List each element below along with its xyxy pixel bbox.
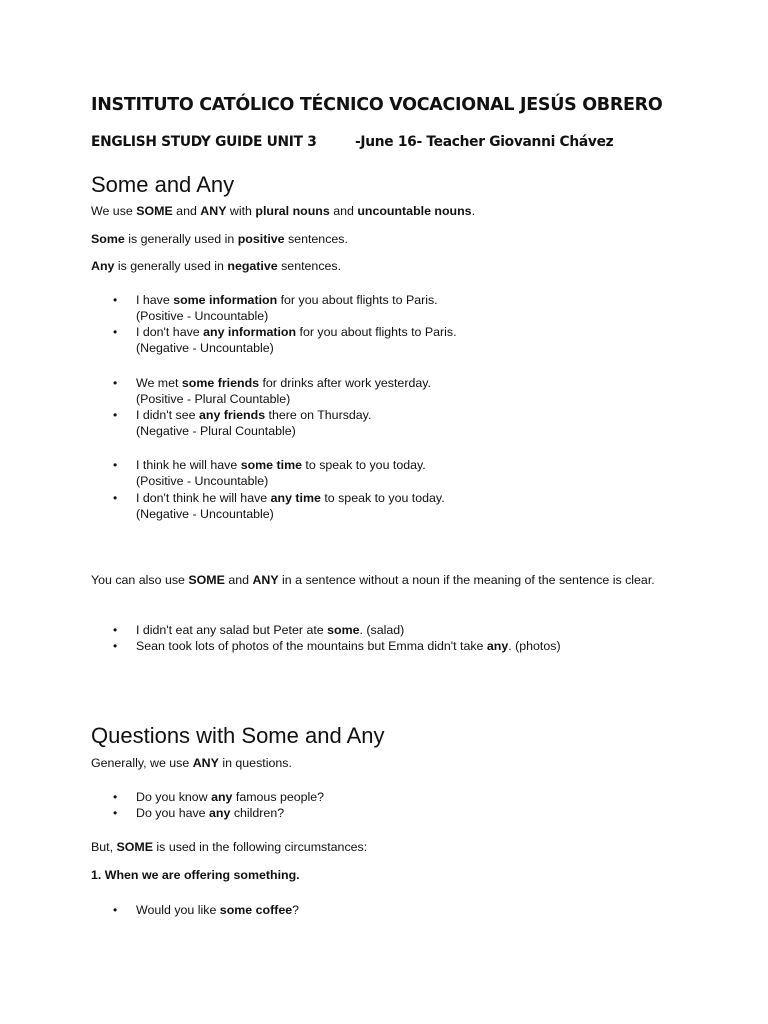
example-sentence (136, 805, 284, 821)
text-run: Would you like (136, 903, 220, 917)
text-run: is generally used in (114, 259, 228, 273)
text-run: . (salad) (359, 623, 405, 637)
bullet-icon: • (113, 458, 118, 472)
example-note: (Negative - Uncountable) (136, 341, 274, 355)
bullet-icon: • (113, 639, 118, 653)
example-note: (Positive - Plural Countable) (136, 392, 291, 406)
text-run: for drinks after work yesterday. (259, 376, 431, 390)
text-run: Do you have (136, 806, 210, 820)
bold-run: SOME (136, 204, 173, 218)
bold-run: uncountable nouns (357, 204, 472, 218)
example-sentence (136, 292, 438, 308)
bold-run: negative (227, 259, 278, 273)
bullet-icon: • (113, 408, 118, 422)
school-name: INSTITUTO CATÓLICO TÉCNICO VOCACIONAL JESÚS OBRERO (91, 95, 663, 115)
text-run: in questions. (218, 756, 292, 770)
text-run: children? (230, 806, 285, 820)
example-note: (Positive - Uncountable) (136, 309, 269, 323)
text-run: to speak to you today. (301, 458, 426, 472)
example-note: (Negative - Plural Countable) (136, 424, 296, 438)
text-run: We met (136, 376, 182, 390)
bullet-icon: • (113, 376, 118, 390)
text-run: You can also use (91, 573, 189, 587)
text-run: I didn't see (136, 408, 199, 422)
example-note: (Negative - Uncountable) (136, 507, 274, 521)
bold-run: ANY (200, 204, 227, 218)
case-1-heading: 1. When we are offering something. (91, 868, 300, 882)
text-run: for you about flights to Paris. (296, 325, 457, 339)
bold-run: SOME (116, 840, 153, 854)
but-some-paragraph (91, 839, 367, 855)
text-run: is generally used in (124, 232, 238, 246)
text-run: . (471, 204, 476, 218)
bold-run: Some (91, 232, 125, 246)
text-run: Generally, we use (91, 756, 193, 770)
example-sentence (136, 407, 371, 423)
example-sentence (136, 457, 426, 473)
example-sentence (136, 902, 299, 918)
text-run: We use (91, 204, 137, 218)
bullet-icon: • (113, 491, 118, 505)
example-sentence (136, 789, 324, 805)
text-run: sentences. (284, 232, 348, 246)
any-rule (91, 258, 341, 274)
text-run: Sean took lots of photos of the mountains but Emma didn't take (136, 639, 487, 653)
text-run: and (172, 204, 201, 218)
date-teacher: -June 16- Teacher Giovanni Chávez (355, 134, 614, 150)
bold-run: some information (173, 293, 278, 307)
text-run: I don't have (136, 325, 204, 339)
bold-run: ANY (252, 573, 279, 587)
text-run: for you about flights to Paris. (277, 293, 438, 307)
bullet-icon: • (113, 293, 118, 307)
questions-intro (91, 755, 292, 771)
bullet-icon: • (113, 790, 118, 804)
example-note: (Positive - Uncountable) (136, 474, 269, 488)
bold-run: some coffee (219, 903, 293, 917)
section-title-some-any: Some and Any (91, 172, 235, 197)
example-sentence (136, 622, 404, 638)
bold-run: SOME (188, 573, 225, 587)
bullet-icon: • (113, 806, 118, 820)
text-run: I have (136, 293, 174, 307)
section-title-questions: Questions with Some and Any (91, 723, 385, 748)
text-run: I didn't eat any salad but Peter ate (136, 623, 328, 637)
text-run: But, (91, 840, 117, 854)
bold-run: any (486, 639, 509, 653)
bold-run: some time (240, 458, 302, 472)
without-noun-paragraph (91, 572, 671, 588)
bullet-icon: • (113, 903, 118, 917)
bold-run: positive (237, 232, 285, 246)
text-run: there on Thursday. (265, 408, 372, 422)
bullet-icon: • (113, 623, 118, 637)
text-run: Do you know (136, 790, 212, 804)
bold-run: any time (270, 491, 321, 505)
example-sentence (136, 490, 445, 506)
example-sentence (136, 375, 431, 391)
text-run: ? (292, 903, 300, 917)
text-run: and (329, 204, 358, 218)
bold-run: plural nouns (255, 204, 330, 218)
bold-run: some (327, 623, 360, 637)
bold-run: ANY (192, 756, 219, 770)
study-guide-title: ENGLISH STUDY GUIDE UNIT 3 (91, 134, 317, 150)
text-run: sentences. (277, 259, 342, 273)
text-run: and (224, 573, 253, 587)
example-sentence (136, 638, 561, 654)
text-run: . (photos) (508, 639, 561, 653)
text-run: I think he will have (136, 458, 241, 472)
text-run: I don't think he will have (136, 491, 271, 505)
text-run: in a sentence without a noun if the meaning of the sentence is clear. (278, 573, 655, 587)
text-run: to speak to you today. (320, 491, 445, 505)
example-sentence (136, 324, 457, 340)
text-run: famous people? (232, 790, 325, 804)
some-rule (91, 231, 348, 247)
bold-run: any information (203, 325, 297, 339)
text-run: is used in the following circumstances: (152, 840, 368, 854)
bold-run: Any (91, 259, 115, 273)
bold-run: any (211, 790, 233, 804)
bullet-icon: • (113, 325, 118, 339)
text-run: with (226, 204, 256, 218)
bold-run: any (209, 806, 231, 820)
bold-run: some friends (181, 376, 260, 390)
bold-run: any friends (198, 408, 266, 422)
intro-paragraph (91, 203, 475, 219)
